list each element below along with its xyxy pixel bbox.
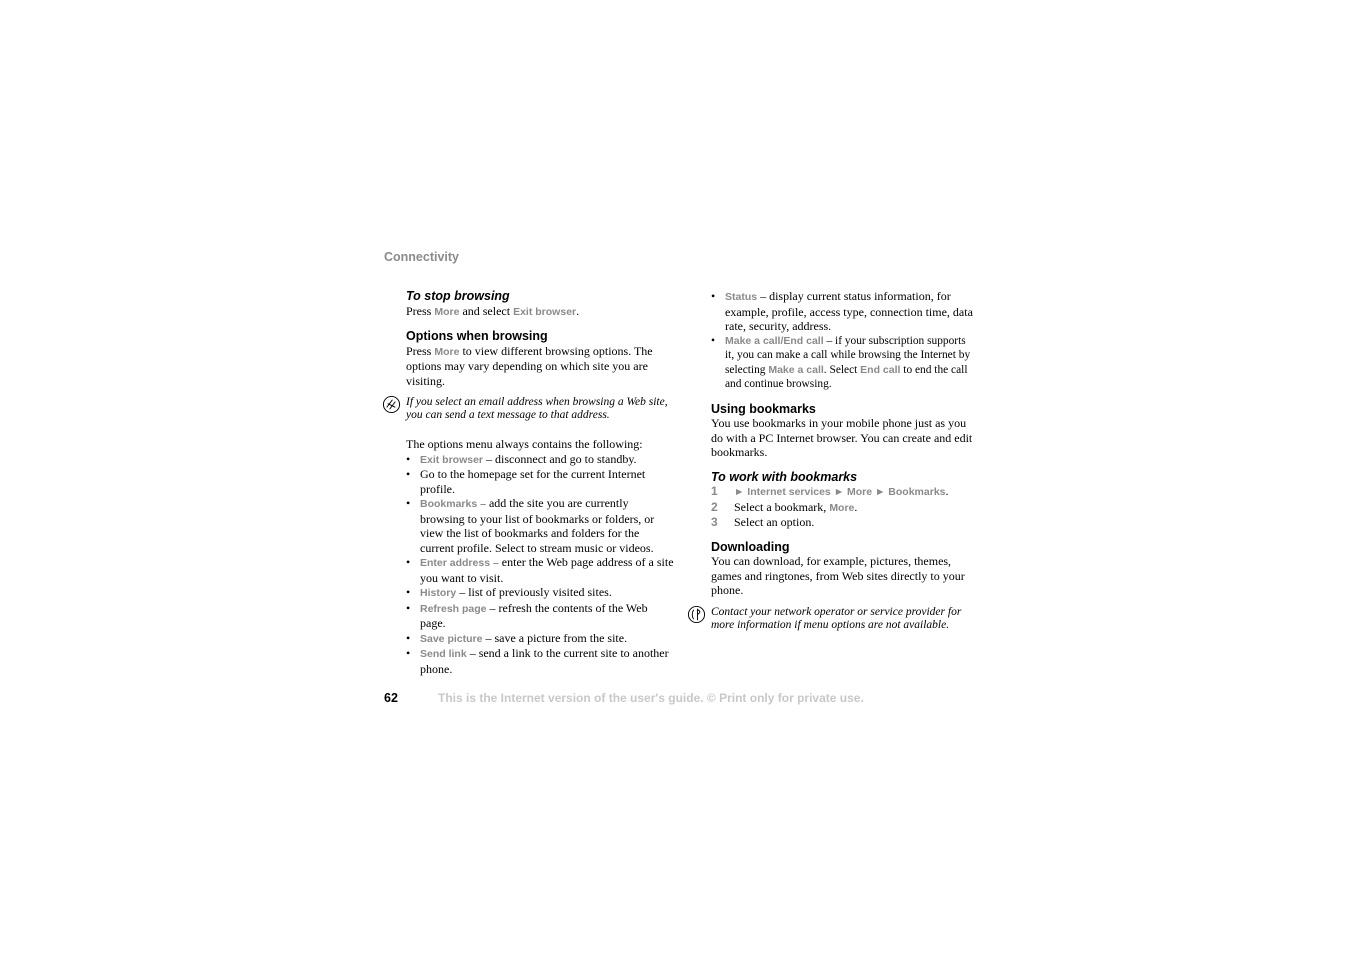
exit-browser-label: Exit browser [513,305,577,318]
list-item: • History – list of previously visited sites. [406,585,674,601]
note-icon [687,605,706,624]
stop-browsing-text: Press More and select Exit browser. [406,303,580,318]
options-list [406,452,674,677]
note-operator: Contact your network operator or service provider for more information if menu options are not available. [711,606,977,632]
step-item: 1 ► Internet services ► More ► Bookmarks. [711,484,949,498]
list-item: • Enter address – enter the Web page address of a site you want to visit. [406,555,674,585]
right-column [711,289,977,632]
stop-browsing-heading: To stop browsing [406,289,510,303]
downloading-text: You can download, for example, pictures, themes, games and ringtones, from Web sites directly to your phone. [711,554,965,597]
more-label: More [434,305,460,318]
list-item: • Make a call/End call – if your subscription supports it, you can make a call while browsing the Internet by selecting Make a call. Select End call to end the call and continue browsing. [711,334,977,392]
step-item: 3 Select an option. [711,515,815,529]
list-item: • Go to the homepage set for the current Internet profile. [406,467,674,496]
downloading-heading: Downloading [711,539,790,554]
note-icon [382,395,401,414]
options-list-continued [711,289,977,392]
list-item: • Bookmarks – add the site you are currently browsing to your list of bookmarks or folders, or view the list of bookmarks and folders for the current profile. Select to stream music or videos. [406,496,674,555]
list-item: • Save picture – save a picture from the site. [406,631,674,647]
work-bookmarks-heading: To work with bookmarks [711,469,858,484]
bookmarks-text: You use bookmarks in your mobile phone just as you do with a PC Internet browser. You can create and edit bookmarks. [711,416,973,459]
more-label: More [434,345,460,358]
step-item: 2 Select a bookmark, More. [711,499,858,514]
menu-intro: The options menu always contains the following: [406,437,643,451]
note-email: If you select an email address when browsing a Web site, you can send a text message to that address. [406,396,674,422]
options-text: Press More to view different browsing options. The options may vary depending on which site you are visiting. [406,343,653,388]
list-item: • Refresh page – refresh the contents of the Web page. [406,601,674,631]
list-item: • Send link – send a link to the current site to another phone. [406,646,674,676]
bookmarks-heading: Using bookmarks [711,401,816,416]
footer-notice: This is the Internet version of the user's guide. © Print only for private use. [438,691,864,705]
page-number: 62 [384,691,398,705]
list-item: • Exit browser – disconnect and go to standby. [406,452,674,468]
section-header: Connectivity [384,250,460,264]
left-column [406,289,674,676]
options-heading: Options when browsing [406,329,548,343]
list-item: • Status – display current status information, for example, profile, access type, connection time, data rate, security, address. [711,289,977,334]
steps-list [711,484,977,530]
